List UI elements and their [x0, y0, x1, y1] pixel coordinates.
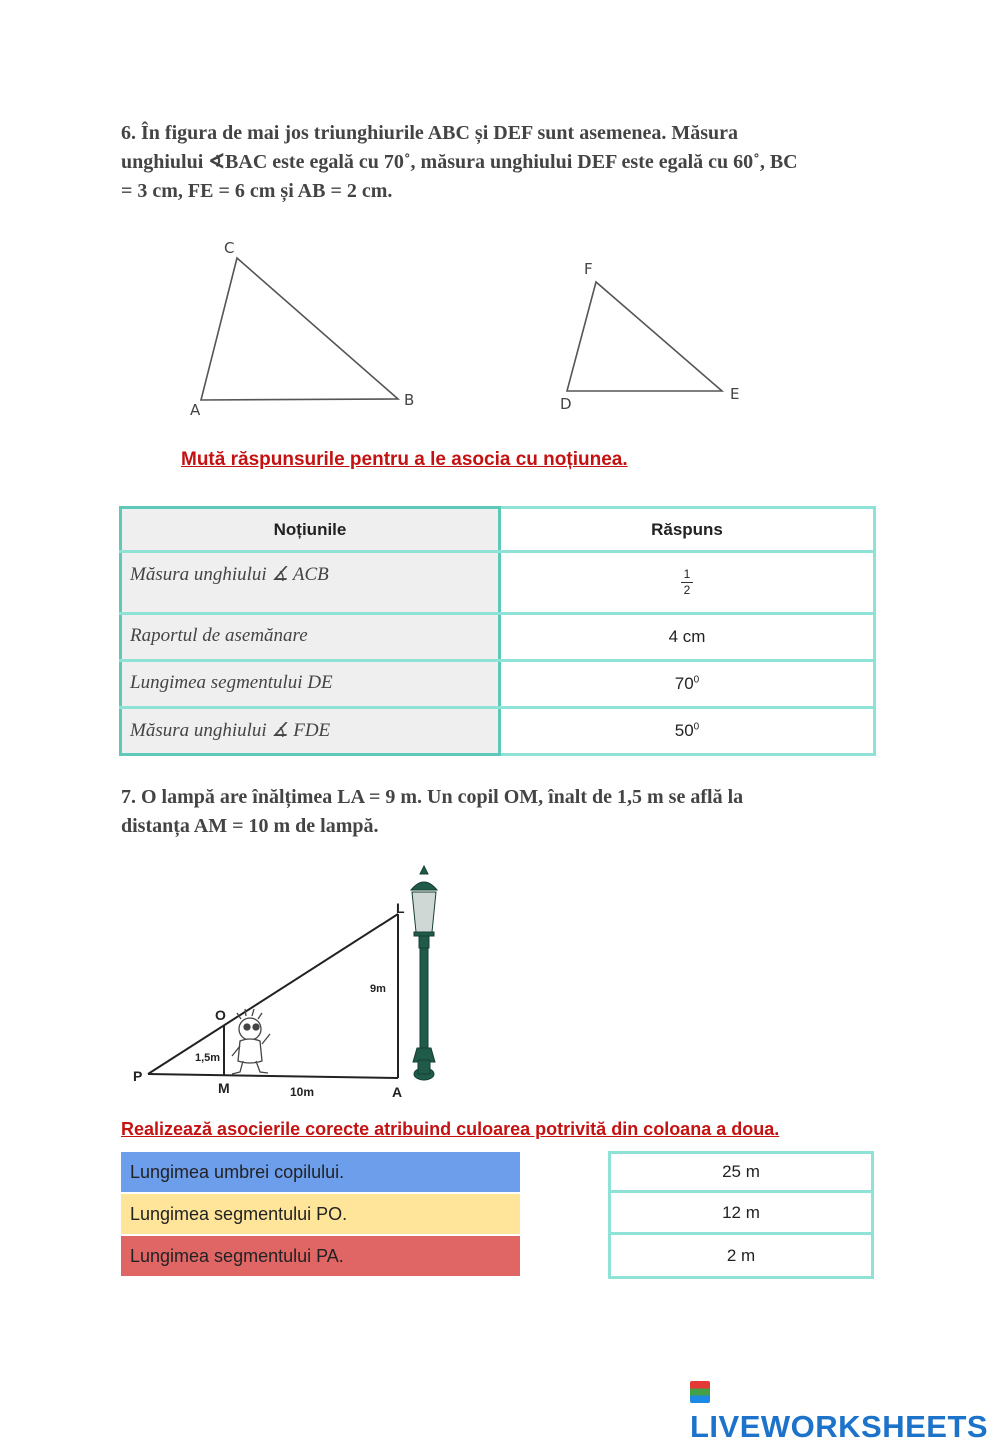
- fraction-numerator: 1: [681, 567, 694, 583]
- answer-box[interactable]: 12 m: [608, 1193, 874, 1235]
- q7-line-1: 7. O lampă are înălțimea LA = 9 m. Un copil OM, înalt de 1,5 m se află la: [121, 786, 744, 808]
- color-item-po[interactable]: Lungimea segmentului PO.: [121, 1194, 520, 1234]
- hypotenuse-line: [148, 914, 398, 1074]
- q6-line-3: = 3 cm, FE = 6 cm și AB = 2 cm.: [121, 180, 393, 202]
- label-a: A: [190, 401, 201, 419]
- label-10m: 10m: [290, 1085, 315, 1099]
- answer-degree: 0: [693, 721, 700, 733]
- answer-box[interactable]: 25 m: [608, 1151, 874, 1193]
- label-m: M: [218, 1080, 230, 1096]
- notion-cell: Lungimea segmentului DE: [121, 661, 500, 708]
- answer-value: 50: [674, 721, 694, 740]
- answer-box[interactable]: 2 m: [608, 1235, 874, 1279]
- q7-line-2: distanța AM = 10 m de lampă.: [121, 815, 379, 837]
- label-1-5m: 1,5m: [195, 1052, 221, 1064]
- child-icon: [232, 1009, 270, 1074]
- label-a: A: [392, 1084, 403, 1100]
- label-l: L: [396, 900, 405, 916]
- answer-value: 70: [674, 674, 694, 693]
- label-d: D: [560, 395, 572, 413]
- header-answer: Răspuns: [500, 508, 875, 552]
- color-item-pa[interactable]: Lungimea segmentului PA.: [121, 1236, 520, 1276]
- street-lamp-icon: [411, 866, 437, 1080]
- notion-cell: Raportul de asemănare: [121, 614, 500, 661]
- label-b: B: [404, 391, 415, 409]
- label-c: C: [224, 239, 235, 257]
- answer-degree: 0: [693, 674, 700, 686]
- q6-line-2: unghiului ∢BAC este egală cu 70˚, măsura unghiului DEF este egală cu 60˚, BC: [121, 151, 798, 173]
- q7-instruction: Realizează asocierile corecte atribuind culoarea potrivită din coloana a doua.: [121, 1119, 780, 1139]
- answer-cell[interactable]: 4 cm: [500, 614, 875, 661]
- notion-cell: Măsura unghiului ∡ ACB: [121, 552, 500, 614]
- ground-line: [148, 1074, 398, 1078]
- liveworksheets-logo: [690, 1373, 999, 1445]
- logo-text: LIVEWORKSHEETS: [690, 1409, 989, 1444]
- fraction-denominator: 2: [683, 582, 691, 597]
- logo-mark-icon: [690, 1381, 710, 1403]
- q6-line-1: 6. În figura de mai jos triunghiurile ABC și DEF sunt asemenea. Măsura: [121, 122, 739, 144]
- label-o: O: [215, 1007, 226, 1023]
- label-e: E: [730, 385, 740, 403]
- label-p: P: [133, 1068, 143, 1084]
- q6-instruction: Mută răspunsurile pentru a le asocia cu noțiunea.: [181, 449, 628, 470]
- notion-cell: Măsura unghiului ∡ FDE: [121, 708, 500, 755]
- header-notions: Noțiunile: [121, 508, 500, 552]
- label-9m: 9m: [370, 983, 386, 995]
- color-item-shadow[interactable]: Lungimea umbrei copilului.: [121, 1152, 520, 1192]
- label-f: F: [584, 260, 593, 278]
